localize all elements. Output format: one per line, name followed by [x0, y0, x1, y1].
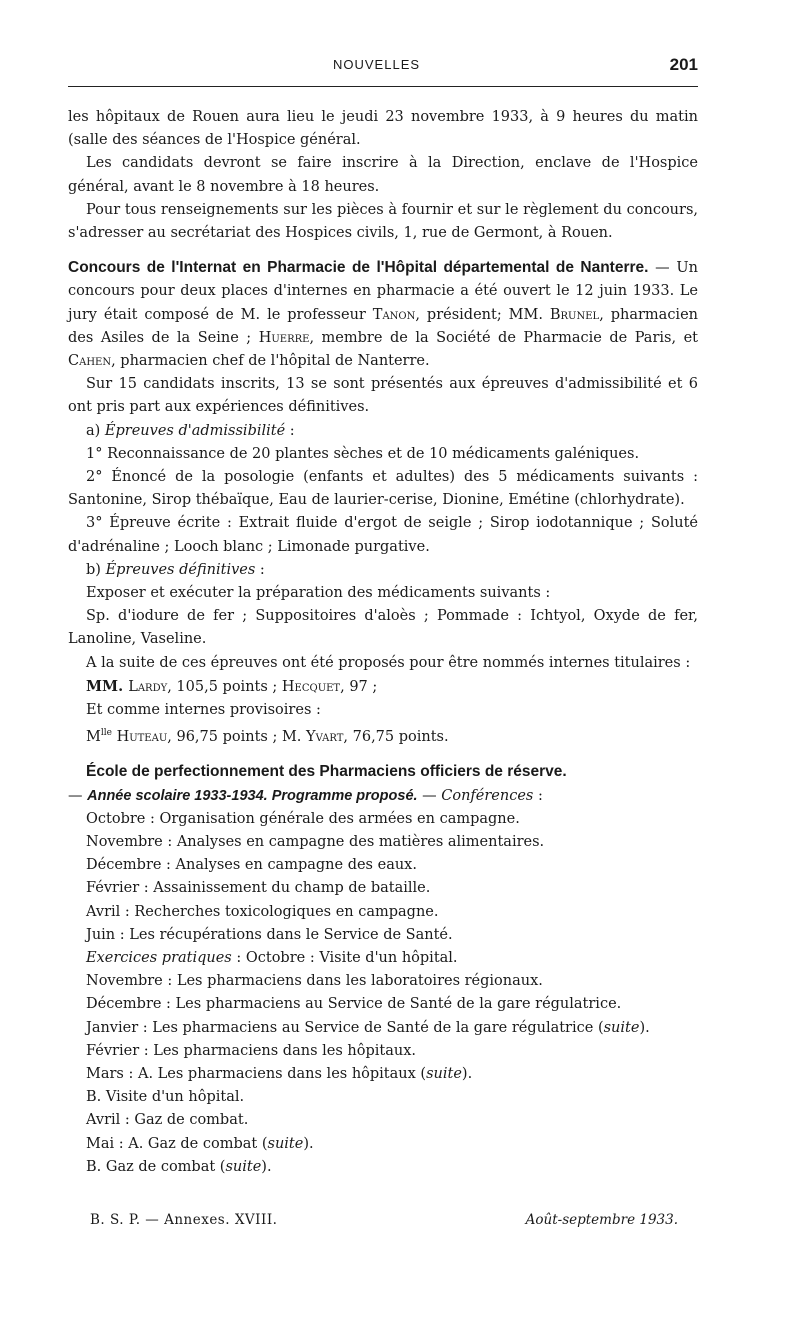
- footer-date: Août-septembre 1933.: [525, 1212, 678, 1228]
- subheading-a: a) Épreuves d'admissibilité :: [86, 422, 295, 439]
- header-rule: [68, 86, 698, 87]
- list-item: B. Gaz de combat (suite).: [86, 1158, 272, 1175]
- paragraph: Les candidats devront se faire inscrire à la Direction, enclave de l'Hospice général, avant le 8 novembre à 18 heures.: [68, 155, 698, 195]
- footer-left: B. S. P. — Annexes. XVIII.: [90, 1212, 278, 1228]
- list-item: Mai : A. Gaz de combat (suite).: [86, 1135, 314, 1152]
- section-ecole: [68, 760, 698, 784]
- paragraph: A la suite de ces épreuves ont été proposés pour être nommés internes titulaires :: [86, 654, 691, 671]
- paragraph: Pour tous renseignements sur les pièces à fournir et sur le règlement du concours, s'adresser au secrétariat des Hospices civils, 1, rue de Germont, à Rouen.: [68, 201, 698, 242]
- list-item: Janvier : Les pharmaciens au Service de Santé de la gare régulatrice (suite).: [86, 1019, 650, 1036]
- list-item: 3° Épreuve écrite : Extrait fluide d'ergot de seigle ; Sirop iodotannique ; Soluté d'adrénaline ; Looch blanc ; Limonade purgative.: [68, 515, 698, 555]
- list-item: Novembre : Analyses en campagne des matières alimentaires.: [86, 833, 545, 850]
- section-title: Concours de l'Internat en Pharmacie de l'Hôpital départemental de Nanterre.: [68, 259, 649, 277]
- programme-line: — Année scolaire 1933-1934. Programme proposé. — Conférences :: [68, 787, 543, 804]
- paragraph: Sur 15 candidats inscrits, 13 se sont présentés aux épreuves d'admissibilité et 6 ont pris part aux expériences définitives.: [68, 376, 698, 416]
- section-nanterre: Concours de l'Internat en Pharmacie de l'Hôpital départemental de Nanterre. — Un concours pour deux places d'internes en pharmacie a été ouvert le 12 juin 1933. Le jury était composé de M. le professeur Tanon, président; MM. Brunel, pharmacien des Asiles de la Seine ; Huerre, membre de la Société de Pharmacie de Paris, et Cahen, pharmacien chef de l'hôpital de Nanterre.: [68, 259, 698, 370]
- list-item: Février : Assainissement du champ de bataille.: [86, 880, 431, 897]
- page-header: [68, 55, 698, 79]
- list-item: Mars : A. Les pharmaciens dans les hôpitaux (suite).: [86, 1065, 473, 1082]
- paragraph: Exposer et exécuter la préparation des médicaments suivants :: [86, 585, 551, 602]
- list-item: 1° Reconnaissance de 20 plantes sèches et de 10 médicaments galéniques.: [86, 445, 640, 462]
- page-number: 201: [669, 55, 698, 74]
- provisoires-line: $M^{lle}$ Huteau, 96,75 points ; M. Yvart, 76,75 points.: [86, 728, 449, 746]
- list-item: Juin : Les récupérations dans le Service de Santé.: [86, 926, 453, 943]
- paragraph: les hôpitaux de Rouen aura lieu le jeudi 23 novembre 1933, à 9 heures du matin (salle des séances de l'Hospice général.: [68, 109, 698, 149]
- exercices-line: Exercices pratiques : Octobre : Visite d'un hôpital.: [86, 949, 458, 966]
- list-item: Décembre : Les pharmaciens au Service de Santé de la gare régulatrice.: [86, 996, 622, 1013]
- list-item: Novembre : Les pharmaciens dans les laboratoires régionaux.: [86, 973, 543, 990]
- subheading-b: b) Épreuves définitives :: [86, 561, 265, 578]
- list-item: Octobre : Organisation générale des armées en campagne.: [86, 810, 520, 827]
- list-item: Avril : Recherches toxicologiques en campagne.: [86, 903, 439, 920]
- list-item: Décembre : Analyses en campagne des eaux.: [86, 857, 417, 874]
- list-item: 2° Énoncé de la posologie (enfants et adultes) des 5 médicaments suivants : Santonine, Sirop thébaïque, Eau de laurier-cerise, Dionine, Emétine (chlorhydrate).: [68, 469, 698, 509]
- list-item: B. Visite d'un hôpital.: [86, 1089, 245, 1106]
- list-item: Février : Les pharmaciens dans les hôpitaux.: [86, 1042, 416, 1059]
- article-body: [68, 106, 698, 1179]
- titulaires-line: MM. Lardy, 105,5 points ; Hecquet, 97 ;: [86, 677, 378, 695]
- list-item: Avril : Gaz de combat.: [86, 1112, 249, 1129]
- paragraph: Sp. d'iodure de fer ; Suppositoires d'aloès ; Pommade : Ichtyol, Oxyde de fer, Lanoline, Vaseline.: [68, 608, 698, 648]
- section-title: École de perfectionnement des Pharmaciens officiers de réserve.: [86, 763, 567, 781]
- running-head: NOUVELLES: [333, 57, 421, 72]
- paragraph: Et comme internes provisoires :: [86, 702, 321, 719]
